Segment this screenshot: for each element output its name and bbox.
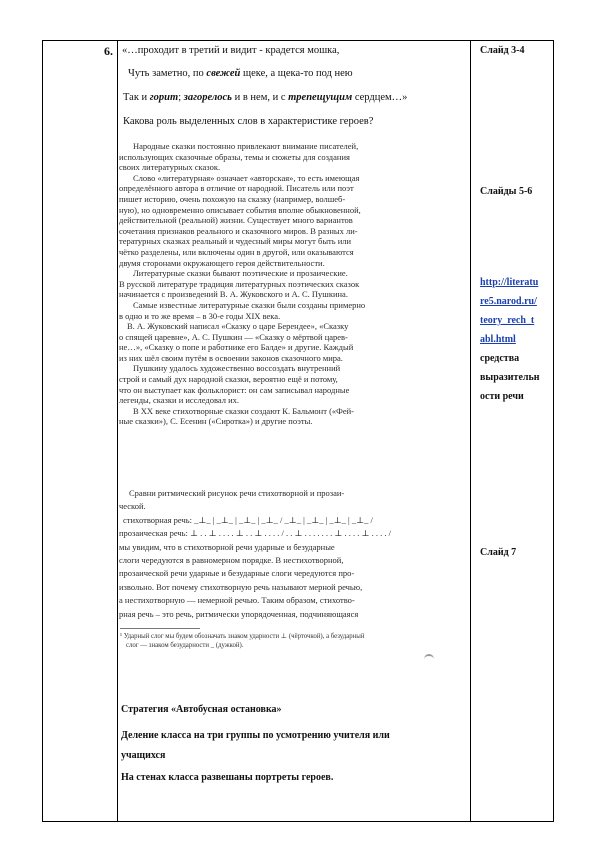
- scan-text-line: в одно и то же время – в 30-е годы XIX века.: [119, 310, 281, 321]
- scan-text-line: слоги чередуются в равномерном порядке. В нестихотворной,: [119, 555, 344, 566]
- scan-text-line: своих литературных сказок.: [119, 162, 221, 173]
- scan-text-line: Самые известные литературные сказки были созданы примерно: [133, 299, 366, 310]
- quote-line-1: «…проходит в третий и видит - крадется мошка,: [122, 45, 340, 56]
- scan-text-line: действительной (реальной) жизни. Существует много вариантов: [119, 215, 353, 226]
- scan-text-line: легенды, сказки и исследовал их.: [119, 395, 239, 406]
- table-border-col2: [470, 40, 471, 822]
- table-border-right: [553, 40, 554, 822]
- slide-ref-5-6: Слайды 5-6: [480, 186, 533, 197]
- quote-line-3: Так и горит; загорелось и в нем, и с трепещущим сердцем…»: [123, 92, 408, 103]
- quote-question: Какова роль выделенных слов в характеристике героев?: [123, 116, 374, 127]
- scan-text-line: ные сказки»), С. Есенин («Сиротка») и другие поэты.: [119, 416, 313, 427]
- table-border-bottom: [42, 821, 554, 822]
- quote-line-2: Чуть заметно, по свежей щеке, а щека-то под нею: [128, 68, 353, 79]
- scan-text-line: Литературные сказки бывают поэтические и прозаические.: [133, 268, 348, 279]
- scan-text-line: тературных сказках реальный и чудесный миры могут быть или: [119, 236, 352, 247]
- scan-text-line: определённого автора в отличие от народной. Писатель или поэт: [119, 183, 354, 194]
- scan-text-line: а нестихотворную — немерной речью. Таким образом, стихотво-: [119, 595, 355, 606]
- footnote-divider: [120, 628, 200, 629]
- scan-text-line: что он выступает как фольклорист: он сам записывал народные: [119, 384, 350, 395]
- scan-text-line: В XX веке стихотворные сказки создают К. Бальмонт («Фей-: [133, 405, 355, 416]
- scan-text-line: ческой.: [119, 501, 146, 512]
- scan-block-1: [119, 141, 459, 427]
- scan-text-line: В. А. Жуковский написал «Сказку о царе Берендее», «Сказку: [127, 321, 349, 332]
- footnote-line-1: ¹ Ударный слог мы будем обозначать знаком ударности ⊥ (чёрточкой), а безударный: [120, 633, 365, 640]
- strategy-title: Стратегия «Автобусная остановка»: [121, 704, 282, 715]
- scan-text-line: использующих сказочные образы, темы и сюжеты для создания: [119, 151, 350, 162]
- row-number: 6.: [104, 44, 113, 58]
- scan-text-line: извольно. Вот почему стихотворную речь называют мерной речью,: [119, 581, 363, 592]
- scan-text-line: ную), но одновременно описывает события вполне обыкновенной,: [119, 204, 361, 215]
- scan-text-line: не…», «Сказку о попе и работнике его Балде» и другие. Каждый: [119, 342, 354, 353]
- scan-text-line: строй и самый дух народной сказки, вероятно ещё и потому,: [119, 374, 338, 385]
- scan-text-line: Народные сказки постоянно привлекают внимание писателей,: [133, 141, 359, 151]
- portraits-note: На стенах класса развешаны портреты героев.: [121, 772, 334, 783]
- page-corner-mark: [424, 654, 434, 664]
- scan-text-line: чётко разделены, или включены один в другой, или оказываются: [119, 246, 354, 257]
- resource-link[interactable]: http://literatu re5.narod.ru/ teory_rech_t abl.html: [480, 277, 539, 345]
- table-border-left: [42, 40, 43, 822]
- scan-text-line: из них шёл своим путём в освоении законов сказочного мира.: [119, 352, 343, 363]
- scan-block-2: [119, 487, 459, 621]
- slide-ref-3-4: Слайд 3-4: [480, 45, 525, 56]
- scan-text-line: Слово «литературная» означает «авторская», то есть имеющая: [133, 172, 360, 183]
- table-border-col1: [117, 40, 118, 822]
- scan-text-line: начинается с произведений В. А. Жуковского и А. С. Пушкина.: [119, 289, 348, 300]
- scan-text-line: прозаической речи ударные и безударные слоги чередуются про-: [119, 568, 355, 579]
- scan-text-line: прозаическая речь: ⊥ . . ⊥ . . . . ⊥ . . ⊥ . . . . / . . ⊥ . . . . . . . ⊥ . . . . ⊥ . . . . /: [119, 528, 391, 539]
- groups-line-1: Деление класса на три группы по усмотрению учителя или: [121, 730, 390, 741]
- table-border-top: [42, 40, 554, 41]
- scan-text-line: рная речь – это речь, ритмически упорядоченная, подчиняющаяся: [119, 608, 359, 619]
- scan-text-line: стихотворная речь: _⊥_ | _⊥_ | _⊥_ | _⊥_ / _⊥_ | _⊥_ | _⊥_ | _⊥_ /: [123, 514, 373, 525]
- scan-text-line: двумя сторонами окружающего героя действительности.: [119, 257, 325, 268]
- scan-text-line: пишет историю, очень похожую на сказку (например, волшеб-: [119, 193, 346, 204]
- slide-ref-7: Слайд 7: [480, 547, 517, 558]
- footnote-line-2: слог — знаком безударности _ (дужкой).: [126, 642, 244, 649]
- scan-text-line: сочетания признаков реального и сказочного миров. В разных ли-: [119, 225, 358, 236]
- scan-text-line: о спящей царевне», А. С. Пушкин — «Сказку о мёртвой царев-: [119, 331, 348, 342]
- scan-text-line: В русской литературе традиция литературных поэтических сказок: [119, 278, 360, 289]
- scan-text-line: Пушкину удалось художественно воссоздать внутренний: [133, 363, 341, 374]
- scan-text-line: мы увидим, что в стихотворной речи ударные и безударные: [119, 541, 335, 552]
- resource-description: средства выразительн ости речи: [480, 353, 540, 402]
- groups-line-2: учащихся: [121, 750, 166, 761]
- scan-text-line: Сравни ритмический рисунок речи стихотворной и прозаи-: [129, 488, 345, 498]
